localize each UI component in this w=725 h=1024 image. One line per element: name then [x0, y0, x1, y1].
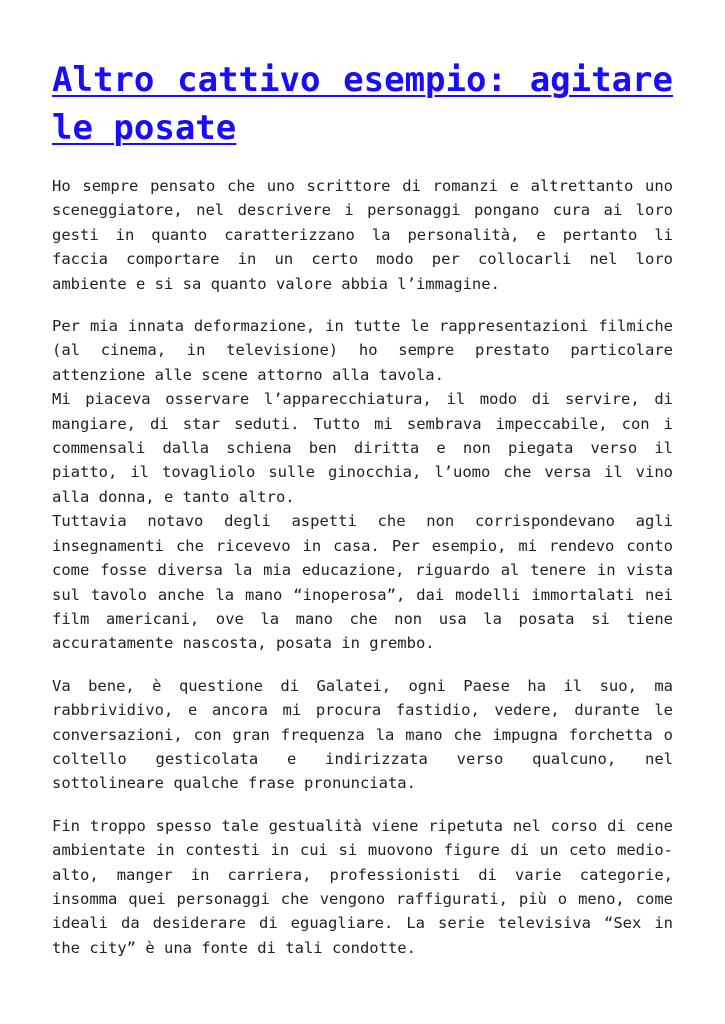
title-link[interactable]: Altro cattivo esempio: agitare le posate	[52, 60, 673, 148]
paragraph-3	[52, 674, 673, 796]
paragraph-1	[52, 174, 673, 296]
paragraph-2	[52, 314, 673, 656]
paragraph-text: Ho sempre pensato che uno scrittore di romanzi e altrettanto uno sceneggiatore, nel descrivere i personaggi pongano cura ai loro gesti in quanto caratterizzano la personalità, e pertanto li faccia comportare in un certo modo per collocarli nel loro ambiente e si sa quanto valore abbia l’immagine.	[52, 177, 673, 293]
paragraph-text: Va bene, è questione di Galatei, ogni Paese ha il suo, ma rabbrividivo, e ancora mi procura fastidio, vedere, durante le conversazioni, con gran frequenza la mano che impugna forchetta o coltello gesticolata e indirizzata verso qualcuno, nel sottolineare qualche frase pronunciata.	[52, 676, 673, 793]
paragraph-text: Mi piaceva osservare l’apparecchiatura, il modo di servire, di mangiare, di star seduti. Tutto mi sembrava impeccabile, con i commensali dalla schiena ben diritta e non piegata verso il piatto, il tovagliolo sulle ginocchia, l’uomo che versa il vino alla donna, e tanto altro.	[52, 390, 673, 506]
article	[52, 56, 673, 978]
paragraph-text: Fin troppo spesso tale gestualità viene ripetuta nel corso di cene ambientate in contesti in cui si muovono figure di un ceto medio-alto, manger in carriera, professionisti di varie categorie, insomma quei personaggi che vengono raffigurati, più o meno, come ideali da desiderare di eguagliare. La serie televisiva “Sex in the city” è una fonte di tali condotte.	[52, 816, 673, 957]
paragraph-text: Per mia innata deformazione, in tutte le rappresentazioni filmiche (al cinema, in televisione) ho sempre prestato particolare attenzione alle scene attorno alla tavola.	[52, 317, 673, 384]
paragraph-4	[52, 814, 673, 960]
paragraph-text: Tuttavia notavo degli aspetti che non corrispondevano agli insegnamenti che ricevevo in casa. Per esempio, mi rendevo conto come fosse diversa la mia educazione, riguardo al tenere in vista sul tavolo anche la mano “inoperosa”, dai modelli immortalati nei film americani, ove la mano che non usa la posata si tiene accuratamente nascosta, posata in grembo.	[52, 512, 673, 653]
page-title[interactable]	[52, 56, 673, 152]
